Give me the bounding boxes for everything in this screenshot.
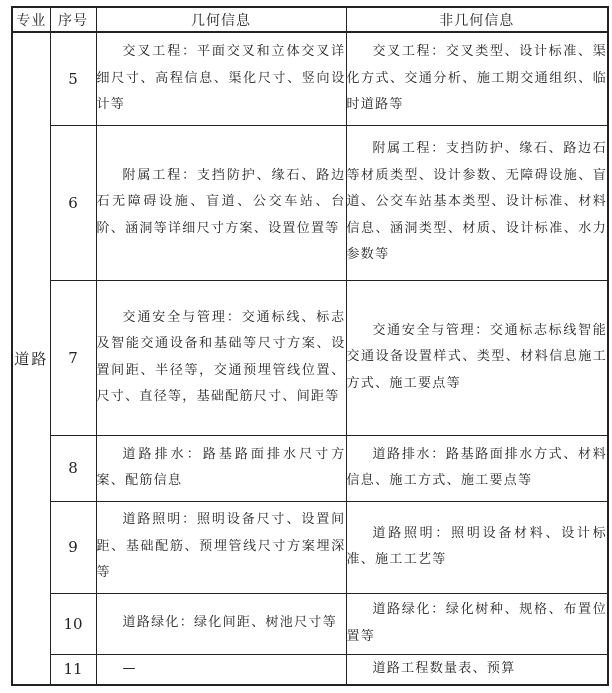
seq-cell: 6 bbox=[50, 125, 96, 280]
non-geometric-text: 道路绿化：绿化树种、规格、布置位置等 bbox=[346, 602, 607, 644]
header-non-geometric: 非几何信息 bbox=[346, 7, 608, 32]
geometric-cell bbox=[96, 32, 346, 125]
non-geometric-text: 道路排水：路基路面排水方式、材料信息、施工方式、施工要点等 bbox=[346, 446, 607, 488]
non-geometric-cell bbox=[346, 32, 608, 125]
table-row bbox=[12, 125, 608, 280]
geometric-text: 交通安全与管理：交通标线、标志及智能交通设备和基础等尺寸方案、设置间距、半径等，交通预埋管线位置、尺寸、直径等，基础配筋尺寸、间距等 bbox=[96, 309, 346, 404]
seq-cell: 11 bbox=[50, 654, 96, 685]
geometric-text: 道路照明：照明设备尺寸、设置间距、基础配筋、预埋管线尺寸方案埋深等 bbox=[96, 512, 346, 581]
non-geometric-cell bbox=[346, 280, 608, 435]
geometric-text: 交叉工程：平面交叉和立体交叉详细尺寸、高程信息、渠化尺寸、竖向设计等 bbox=[96, 44, 346, 112]
table-row bbox=[12, 280, 608, 435]
table-row bbox=[12, 593, 608, 654]
geometric-text: 附属工程：支挡防护、缘石、路边石无障碍设施、盲道、公交车站、台阶、涵洞等详细尺寸方案、设置位置等 bbox=[96, 167, 346, 236]
table-row bbox=[12, 654, 608, 685]
geometric-cell bbox=[96, 125, 346, 280]
table-row bbox=[12, 32, 608, 125]
non-geometric-cell bbox=[346, 501, 608, 593]
table-row bbox=[12, 435, 608, 501]
major-cell: 道路 bbox=[12, 32, 50, 685]
non-geometric-cell bbox=[346, 593, 608, 654]
geometric-cell bbox=[96, 501, 346, 593]
header-seq: 序号 bbox=[50, 7, 96, 32]
non-geometric-text: 道路工程数量表、预算 bbox=[372, 661, 516, 676]
non-geometric-cell bbox=[346, 125, 608, 280]
table-header-row bbox=[12, 7, 608, 32]
geometric-cell bbox=[96, 654, 346, 685]
seq-cell: 5 bbox=[50, 32, 96, 125]
seq-cell: 8 bbox=[50, 435, 96, 501]
seq-cell: 9 bbox=[50, 501, 96, 593]
seq-cell: 10 bbox=[50, 593, 96, 654]
geometric-cell bbox=[96, 593, 346, 654]
non-geometric-text: 道路照明：照明设备材料、设计标准、施工工艺等 bbox=[346, 525, 607, 567]
geometric-text: 道路绿化：绿化间距、树池尺寸等 bbox=[122, 615, 338, 631]
seq-cell: 7 bbox=[50, 280, 96, 435]
non-geometric-text: 附属工程：支挡防护、缘石、路边石等材质类型、设计参数、无障碍设施、盲道、公交车站基本类型、设计标准、材料信息、涵洞类型、材质、设计标准、水力参数等 bbox=[346, 141, 607, 263]
non-geometric-text: 交叉工程：交叉类型、设计标准、渠化方式、交通分析、施工期交通组织、临时道路等 bbox=[346, 44, 607, 112]
header-major: 专业 bbox=[12, 7, 50, 32]
geometric-text: 道路排水：路基路面排水尺寸方案、配筋信息 bbox=[96, 446, 346, 488]
header-geometric: 几何信息 bbox=[96, 7, 346, 32]
geometric-cell bbox=[96, 435, 346, 501]
non-geometric-text: 交通安全与管理：交通标志标线智能交通设备设置样式、类型、材料信息施工方式、施工要点等 bbox=[346, 322, 607, 391]
information-table bbox=[11, 6, 609, 686]
geometric-cell bbox=[96, 280, 346, 435]
table-row bbox=[12, 501, 608, 593]
non-geometric-cell bbox=[346, 435, 608, 501]
geometric-text: — bbox=[122, 661, 137, 676]
non-geometric-cell bbox=[346, 654, 608, 685]
